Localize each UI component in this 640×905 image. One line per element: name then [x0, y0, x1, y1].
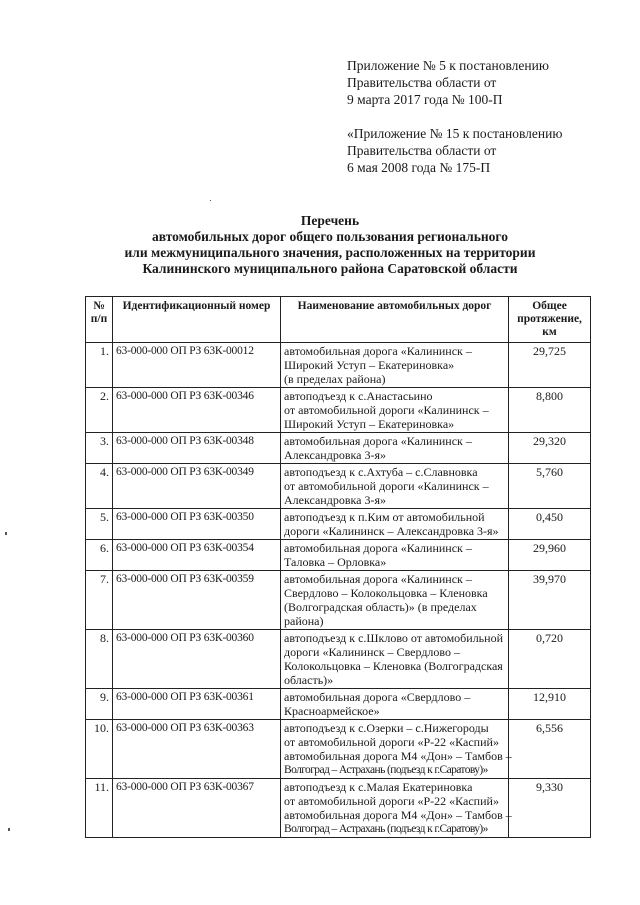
row-number: 1. — [86, 343, 113, 388]
row-road-name — [281, 779, 512, 838]
road-name-line: Свердлово – Колокольцовка – Кленовка — [284, 586, 488, 600]
title-line: или межмуниципального значения, расположенных на территории — [124, 245, 536, 260]
road-name-line: от автомобильной дороги «Калининск – — [284, 403, 489, 417]
road-name-line: Колокольцовка – Кленовка (Волгоградская — [284, 659, 503, 673]
table-body — [86, 343, 591, 838]
table-row — [86, 509, 591, 540]
table-row — [86, 630, 591, 689]
row-identifier: 63-000-000 ОП РЗ 63К-00012 — [113, 343, 281, 388]
table-row — [86, 540, 591, 571]
row-number: 4. — [86, 464, 113, 509]
row-identifier: 63-000-000 ОП РЗ 63К-00363 — [113, 720, 281, 779]
row-number: 5. — [86, 509, 113, 540]
table-row — [86, 388, 591, 433]
quoted-appendix-reference — [347, 125, 632, 176]
row-length: 6,556 — [509, 720, 591, 779]
scan-speck — [5, 532, 7, 535]
row-identifier: 63-000-000 ОП РЗ 63К-00361 — [113, 689, 281, 720]
row-identifier: 63-000-000 ОП РЗ 63К-00354 — [113, 540, 281, 571]
row-length: 12,910 — [509, 689, 591, 720]
road-name-line: Александровка 3-я» — [284, 448, 386, 462]
row-road-name — [281, 630, 509, 689]
row-road-name — [281, 509, 509, 540]
row-number: 7. — [86, 571, 113, 630]
table-row — [86, 720, 591, 779]
appendix-reference — [347, 57, 632, 108]
row-identifier: 63-000-000 ОП РЗ 63К-00359 — [113, 571, 281, 630]
row-road-name — [281, 720, 512, 779]
table-row — [86, 779, 591, 838]
row-road-name — [281, 388, 509, 433]
table-row — [86, 343, 591, 388]
title-line: Калининского муниципального района Саратовской области — [142, 261, 518, 276]
row-length: 9,330 — [509, 779, 591, 838]
row-road-name — [281, 433, 509, 464]
row-road-name — [281, 343, 509, 388]
quoted-appendix-line: Правительства области от — [347, 143, 497, 158]
appendix-line: Приложение № 5 к постановлению — [347, 58, 549, 73]
row-length: 5,760 — [509, 464, 591, 509]
road-name-line: автоподъезд к п.Ким от автомобильной — [284, 510, 485, 524]
row-length: 29,725 — [509, 343, 591, 388]
road-name-line: автомобильная дорога «Калининск – — [284, 344, 472, 358]
table-row — [86, 571, 591, 630]
road-name-line: область)» — [284, 673, 334, 687]
row-length: 29,320 — [509, 433, 591, 464]
road-name-line: дороги «Калининск – Свердлово – — [284, 645, 461, 659]
scan-speck — [210, 200, 211, 201]
road-name-line: автоподъезд к с.Шклово от автомобильной — [284, 631, 503, 645]
row-number: 10. — [86, 720, 113, 779]
row-length: 39,970 — [509, 571, 591, 630]
row-length: 0,450 — [509, 509, 591, 540]
table-header-row — [86, 297, 591, 343]
row-number: 6. — [86, 540, 113, 571]
road-name-line: (Волгоградская область)» (в пределах — [284, 600, 477, 614]
road-name-line: автомобильная дорога «Калининск – — [284, 541, 472, 555]
row-identifier: 63-000-000 ОП РЗ 63К-00350 — [113, 509, 281, 540]
road-name-line: Широкий Уступ – Екатериновка» — [284, 358, 455, 372]
row-identifier: 63-000-000 ОП РЗ 63К-00346 — [113, 388, 281, 433]
road-name-line: района) — [284, 614, 324, 628]
row-identifier: 63-000-000 ОП РЗ 63К-00348 — [113, 433, 281, 464]
row-identifier: 63-000-000 ОП РЗ 63К-00349 — [113, 464, 281, 509]
row-length: 29,960 — [509, 540, 591, 571]
road-name-line: Волгоград – Астрахань (подъезд к г.Саратову)» — [284, 764, 488, 776]
road-name-line: Таловка – Орловка» — [284, 555, 387, 569]
appendix-line: 9 марта 2017 года № 100-П — [347, 92, 503, 107]
row-number: 9. — [86, 689, 113, 720]
row-road-name — [281, 540, 509, 571]
road-name-line: Александровка 3-я» — [284, 493, 386, 507]
row-identifier: 63-000-000 ОП РЗ 63К-00367 — [113, 779, 281, 838]
road-name-line: автомобильная дорога М4 «Дон» – Тамбов – — [284, 749, 512, 763]
roads-table — [85, 296, 591, 838]
road-name-line: Широкий Уступ – Екатериновка» — [284, 417, 455, 431]
road-name-line: от автомобильной дороги «Р-22 «Каспий» — [284, 794, 499, 808]
row-road-name — [281, 571, 509, 630]
table-row — [86, 689, 591, 720]
appendix-line: Правительства области от — [347, 75, 497, 90]
road-name-line: (в пределах района) — [284, 372, 386, 386]
row-road-name — [281, 689, 509, 720]
road-name-line: автомобильная дорога «Калининск – — [284, 434, 472, 448]
title-line: Перечень — [300, 213, 360, 228]
header-road-name: Наименование автомобильных дорог — [281, 297, 509, 343]
document-title — [60, 213, 600, 277]
header-identifier: Идентификационный номер — [113, 297, 281, 343]
road-name-line: автоподъезд к с.Малая Екатериновка — [284, 780, 473, 794]
road-name-line: дороги «Калининск – Александровка 3-я» — [284, 524, 499, 538]
row-road-name — [281, 464, 509, 509]
row-length: 0,720 — [509, 630, 591, 689]
road-name-line: автомобильная дорога М4 «Дон» – Тамбов – — [284, 808, 512, 822]
row-identifier: 63-000-000 ОП РЗ 63К-00360 — [113, 630, 281, 689]
road-name-line: от автомобильной дороги «Калининск – — [284, 479, 489, 493]
road-name-line: автомобильная дорога «Свердлово – — [284, 690, 471, 704]
quoted-appendix-line: «Приложение № 15 к постановлению — [347, 126, 563, 141]
header-number: № п/п — [86, 297, 113, 343]
road-name-line: автоподъезд к с.Ахтуба – с.Славновка — [284, 465, 478, 479]
header-length: Общее протяжение, км — [509, 297, 591, 343]
title-line: автомобильных дорог общего пользования регионального — [152, 229, 508, 244]
road-name-line: Красноармейское» — [284, 704, 380, 718]
road-name-line: автоподъезд к с.Озерки – с.Нижегороды — [284, 721, 489, 735]
road-name-line: автоподъезд к с.Анастасьино — [284, 389, 433, 403]
row-number: 2. — [86, 388, 113, 433]
road-name-line: от автомобильной дороги «Р-22 «Каспий» — [284, 735, 499, 749]
row-number: 11. — [86, 779, 113, 838]
table-row — [86, 433, 591, 464]
row-number: 8. — [86, 630, 113, 689]
row-number: 3. — [86, 433, 113, 464]
scan-speck — [8, 828, 10, 831]
quoted-appendix-line: 6 мая 2008 года № 175-П — [347, 160, 491, 175]
table-row — [86, 464, 591, 509]
road-name-line: автомобильная дорога «Калининск – — [284, 572, 472, 586]
row-length: 8,800 — [509, 388, 591, 433]
road-name-line: Волгоград – Астрахань (подъезд к г.Саратову)» — [284, 823, 488, 835]
document-header — [347, 57, 632, 193]
